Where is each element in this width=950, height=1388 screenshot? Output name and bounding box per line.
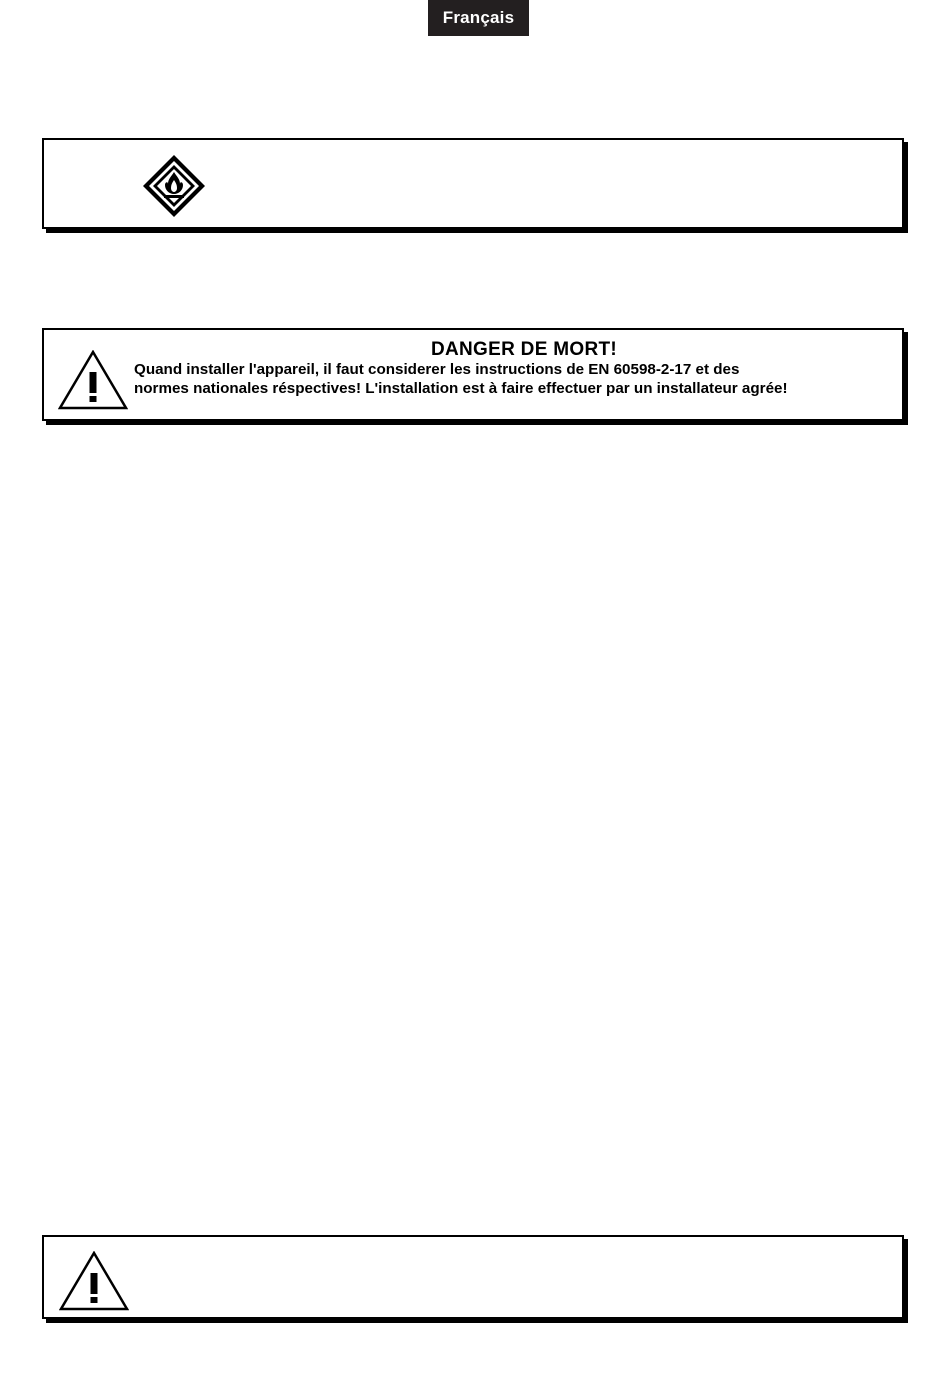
warning-triangle-icon bbox=[58, 350, 128, 410]
warning-notice bbox=[42, 1235, 904, 1319]
danger-body-line-1: Quand installer l'appareil, il faut considerer les instructions de EN 60598-2-17 et des bbox=[134, 361, 740, 378]
danger-notice bbox=[42, 328, 904, 421]
flammable-diamond-icon bbox=[142, 154, 206, 218]
fire-hazard-notice bbox=[42, 138, 904, 229]
danger-title: DANGER DE MORT! bbox=[430, 339, 618, 360]
warning-triangle-icon bbox=[59, 1251, 129, 1311]
language-tab: Français bbox=[428, 0, 529, 36]
danger-body-line-2: normes nationales réspectives! L'installation est à faire effectuer par un installateur agrée! bbox=[134, 380, 788, 397]
